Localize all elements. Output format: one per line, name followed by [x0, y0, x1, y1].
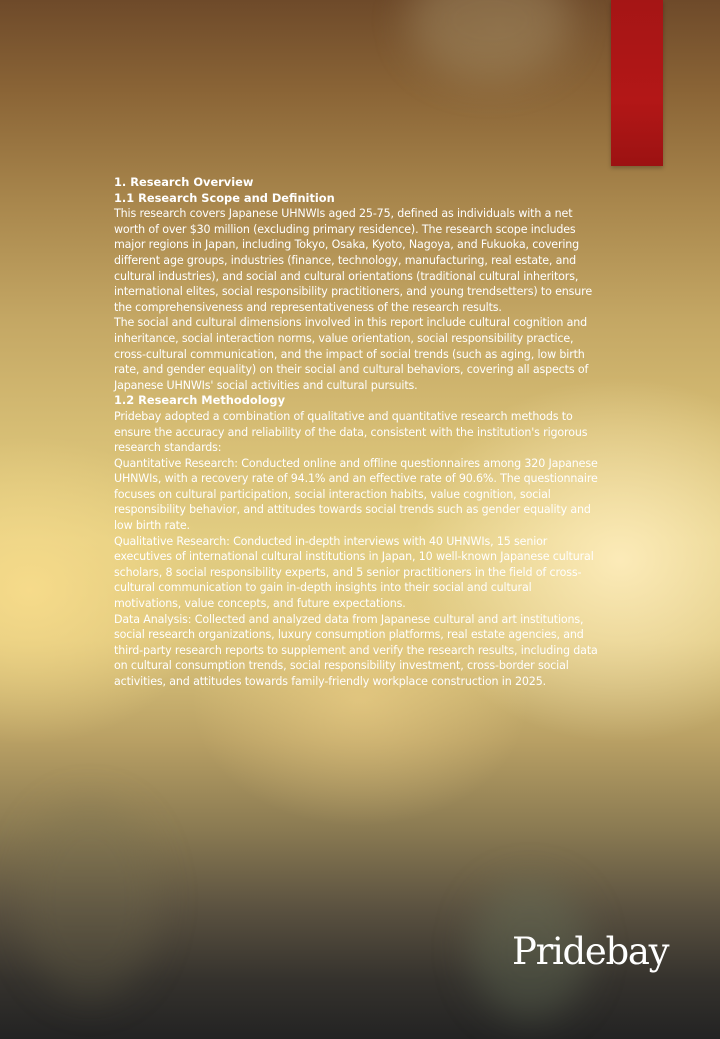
scope-paragraph: This research covers Japanese UHNWIs aged 25-75, defined as individuals with a net worth of over $30 million (excluding primary residence). The research scope includes major regions in Japan, including Tokyo, Osaka, Kyoto, Nagoya, and Fukuoka, covering different age groups, industries (finance, technology, manufacturing, real estate, and cultural industries), and social and cultural orientations (traditional cultural inheritors, international elites, social responsibility practitioners, and young trendsetters) to ensure the comprehensiveness and representativeness of the research results.	[114, 207, 593, 314]
methodology-paragraph: Pridebay adopted a combination of qualitative and quantitative research methods to ensure the accuracy and reliability of the data, consistent with the institution's rigorous research standards:	[114, 409, 588, 455]
background-glow	[410, 0, 570, 80]
subsection-heading-methodology: 1.2 Research Methodology	[114, 393, 286, 408]
methodology-paragraph: Data Analysis: Collected and analyzed data from Japanese cultural and art institutions, social research organizations, luxury consumption platforms, real estate agencies, and third-party research reports to supplement and verify the research results, including data on cultural consumption trends, social responsibility investment, cross-border social activities, and attitudes towards family-friendly workplace construction in 2025.	[114, 612, 598, 688]
subsection-heading-scope: 1.1 Research Scope and Definition	[114, 190, 335, 205]
methodology-paragraph: Qualitative Research: Conducted in-depth interviews with 40 UHNWIs, 15 senior executives of international cultural institutions in Japan, 10 well-known Japanese cultural scholars, 8 social responsibility experts, and 5 senior practitioners in the field of cross-cultural communication to gain in-depth insights into their social and cultural motivations, value concepts, and future expectations.	[114, 534, 594, 611]
background-glow	[20, 800, 160, 1000]
red-bookmark-tab	[611, 0, 663, 166]
research-overview-section	[114, 175, 598, 690]
section-heading: 1. Research Overview	[114, 175, 254, 189]
scope-paragraph: The social and cultural dimensions involved in this report include cultural cognition and inheritance, social interaction norms, value orientation, social responsibility practice, cross-cultural communication, and the impact of social trends (such as aging, low birth rate, and gender equality) on their social and cultural behaviors, covering all aspects of Japanese UHNWIs' social activities and cultural pursuits.	[114, 316, 589, 392]
brand-logo: Pridebay	[512, 930, 669, 973]
methodology-paragraph: Quantitative Research: Conducted online and offline questionnaires among 320 Japanese UHNWIs, with a recovery rate of 94.1% and an effective rate of 90.6%. The questionnaire focuses on cultural participation, social interaction habits, value cognition, social responsibility behavior, and attitudes towards social trends such as gender equality and low birth rate.	[114, 456, 598, 533]
